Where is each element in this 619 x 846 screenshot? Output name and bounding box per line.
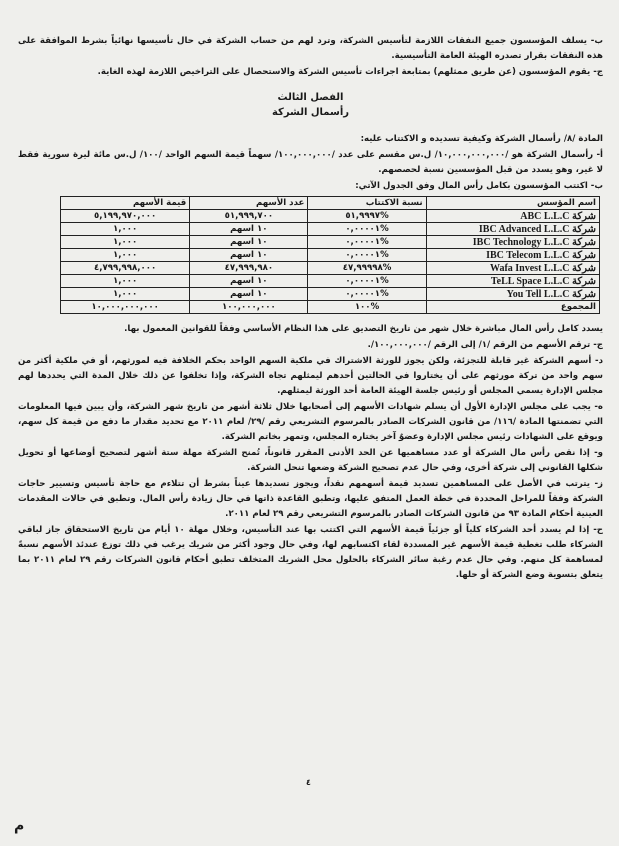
table-row xyxy=(61,288,600,301)
corner-mark: م xyxy=(14,818,25,834)
chapter-title: الفصل الثالث xyxy=(277,92,344,103)
chapter-subtitle: رأسمال الشركة xyxy=(271,107,350,118)
cell-value: ١,٠٠٠ xyxy=(61,288,190,301)
cell-shares: ١٠ اسهم xyxy=(190,288,308,301)
cell-pct: %٠,٠٠٠٠١ xyxy=(308,275,426,288)
cell-total-value: ١٠,٠٠٠,٠٠٠,٠٠٠ xyxy=(61,301,190,314)
cell-value: ١,٠٠٠ xyxy=(61,249,190,262)
cell-pct: %٠,٠٠٠٠١ xyxy=(308,288,426,301)
clause-d: د- أسهم الشركة غير قابلة للتجزئة، ولكن يجوز للورثة الاشتراك في ملكية السهم الواحد بحكم الخلافة فيه لمورثهم، أو في ملكية أكثر من سهم واحد من تركة مورثهم على أن يختاروا في الحالتين أحدهم ليمثلهم تجاه الشركة، وإذا تخلفوا عن ذلك خلال المدة التي يحددها لهم مجلس الإدارة يسمي المجلس أو رئيس جلسة الهيئة العامة أحد الورثة ليمثلهم. xyxy=(18,356,603,396)
table-row xyxy=(61,262,600,275)
cell-shares: ١٠ اسهم xyxy=(190,249,308,262)
clause-e: ه- يجب على مجلس الإدارة الأول أن يسلم شهادات الأسهم إلى أصحابها خلال ثلاثة أشهر من تاريخ شهر الشركة، وأن يبين فيها المعلومات التي تضمنتها المادة /١١٦/ من قانون الشركات الصادر بالمرسوم التشريعي رقم /٢٩/ لعام ٢٠١١ مع تحديد مقدار ما دفع من قيمة كل سهم، ويوقع على الشهادات رئيس مجلس الإدارة وعضوٌ آخر يختاره المجلس، وتمهر بخاتم الشركة. xyxy=(18,402,603,442)
article-clause-b-intro: ب- اكتتب المؤسسون بكامل رأس المال وفق الجدول الآتي: xyxy=(355,181,603,191)
cell-value: ٥,١٩٩,٩٧٠,٠٠٠ xyxy=(61,210,190,223)
cell-name: شركة ABC L.L.C xyxy=(426,210,599,223)
clause-c: ج- ترقم الأسهم من الرقم /١/ إلى الرقم /١٠٠,٠٠٠,٠٠٠/. xyxy=(367,340,603,350)
table-row xyxy=(61,210,600,223)
clause-g: ز- يترتب في الأصل على المساهمين تسديد قيمة أسهمهم نقداً، ويجوز تسديدها عيناً بشرط أن تتلاءم مع حاجة تأسيس وتسيير حاجات الشركة وفقاً للمراحل المحددة في خطة العمل المتفق عليها، وتطبق القاعدة ذاتها في حال زيادة رأس المال. وتطبق في حالات المقدمات العينية أحكام المادة ٩٣ من قانون الشركات الصادر بالمرسوم التشريعي رقم ٢٩ لعام ٢٠١١. xyxy=(18,479,603,519)
cell-name: شركة IBC Advanced L.L.C xyxy=(426,223,599,236)
header-percentage: نسبة الاكتتاب xyxy=(308,197,426,210)
table-row xyxy=(61,275,600,288)
cell-pct: %٠,٠٠٠٠١ xyxy=(308,236,426,249)
article-8 xyxy=(18,132,603,194)
page-number: ٤ xyxy=(306,778,311,787)
cell-total-label: المجموع xyxy=(426,301,599,314)
header-founder: اسم المؤسس xyxy=(426,197,599,210)
cell-shares: ٤٧,٩٩٩,٩٨٠ xyxy=(190,262,308,275)
cell-value: ١,٠٠٠ xyxy=(61,236,190,249)
article-heading: المادة /٨/ رأسمال الشركة وكيفية تسديده و الاكتتاب عليه: xyxy=(360,134,603,144)
cell-pct: %٤٧,٩٩٩٩٨ xyxy=(308,262,426,275)
cell-shares: ٥١,٩٩٩,٧٠٠ xyxy=(190,210,308,223)
cell-value: ١,٠٠٠ xyxy=(61,275,190,288)
cell-name: شركة You Tell L.L.C xyxy=(426,288,599,301)
table-header-row xyxy=(61,197,600,210)
cell-total-shares: ١٠٠,٠٠٠,٠٠٠ xyxy=(190,301,308,314)
after-table-text: يسدد كامل رأس المال مباشرة خلال شهر من تاريخ التصديق على هذا النظام الأساسي وفقاً للقوانين المعمول بها. xyxy=(124,324,603,334)
table-row xyxy=(61,236,600,249)
header-shares: عدد الأسهم xyxy=(190,197,308,210)
cell-name: شركة IBC Telecom L.L.C xyxy=(426,249,599,262)
cell-total-pct: %١٠٠ xyxy=(308,301,426,314)
clause-h: ح- إذا لم يسدد أحد الشركاء كلياً أو جزئياً قيمة الأسهم التي اكتتب بها عند التأسيس، وخلال مهلة ١٠ أيام من تاريخ الاستحقاق جاز لباقي الشركاء طلب تغطية قيمة الأسهم غير المسددة لقاء اكتسابهم لها، وفي حال وجود أكثر من شريك يرغب في ذلك توزع عندئذ الأسهم نسبةً لمساهمة كل منهم. وفي حال عدم رغبة سائر الشركاء بالحلول محل الشريك المتخلف تطبق أحكام قانون الشركات رقم ٢٩ لعام ٢٠١١ بما يتعلق بتسوية وضع الشركة أو حلها. xyxy=(18,525,603,580)
table-row xyxy=(61,249,600,262)
cell-shares: ١٠ اسهم xyxy=(190,275,308,288)
cell-shares: ١٠ اسهم xyxy=(190,236,308,249)
intro-clause-c: ج- يقوم المؤسسون (عن طريق ممثلهم) بمتابعة اجراءات تأسيس الشركة والاستحصال على التراخيص اللازمة لهذه الغاية. xyxy=(97,67,603,77)
table-row xyxy=(61,223,600,236)
cell-pct: %٥١,٩٩٩٧ xyxy=(308,210,426,223)
cell-name: شركة Wafa Invest L.L.C xyxy=(426,262,599,275)
table-total-row xyxy=(61,301,600,314)
cell-value: ٤,٧٩٩,٩٩٨,٠٠٠ xyxy=(61,262,190,275)
cell-pct: %٠,٠٠٠٠١ xyxy=(308,223,426,236)
cell-pct: %٠,٠٠٠٠١ xyxy=(308,249,426,262)
cell-name: شركة IBC Technology L.L.C xyxy=(426,236,599,249)
clause-f: و- إذا نقص رأس مال الشركة أو عدد مساهميها عن الحد الأدنى المقرر قانوناً، تُمنح الشركة مهلة ستة أشهر لتصحيح أوضاعها أو تحويل شكلها القانوني إلى شركة أخرى، وفي حال عدم تصحيح الشركة وضعها تنحل الشركة. xyxy=(18,448,603,473)
intro-section xyxy=(18,34,603,80)
intro-clause-b: ب- يسلف المؤسسون جميع النفقات اللازمة لتأسيس الشركة، وترد لهم من حساب الشركة في حال تأسيسها نهائياً بشرط الموافقة على هذه النفقات بقرار تصدره الهيئة العامة التأسيسية. xyxy=(18,36,603,61)
header-value: قيمة الأسهم xyxy=(61,197,190,210)
cell-name: شركة TeLL Space L.L.C xyxy=(426,275,599,288)
cell-shares: ١٠ اسهم xyxy=(190,223,308,236)
cell-value: ١,٠٠٠ xyxy=(61,223,190,236)
article-continuation xyxy=(18,322,603,583)
article-clause-a: أ- رأسمال الشركة هو /١٠,٠٠٠,٠٠٠,٠٠٠/ ل.س مقسم على عدد /١٠٠,٠٠٠,٠٠٠/ سهماً قيمة السهم الواحد /١٠٠/ ل.س مائة ليرة سورية فقط لا غير، وهو يسدد من قبل المؤسسين نسبة لحصصهم. xyxy=(18,150,603,175)
capital-table xyxy=(60,196,600,314)
